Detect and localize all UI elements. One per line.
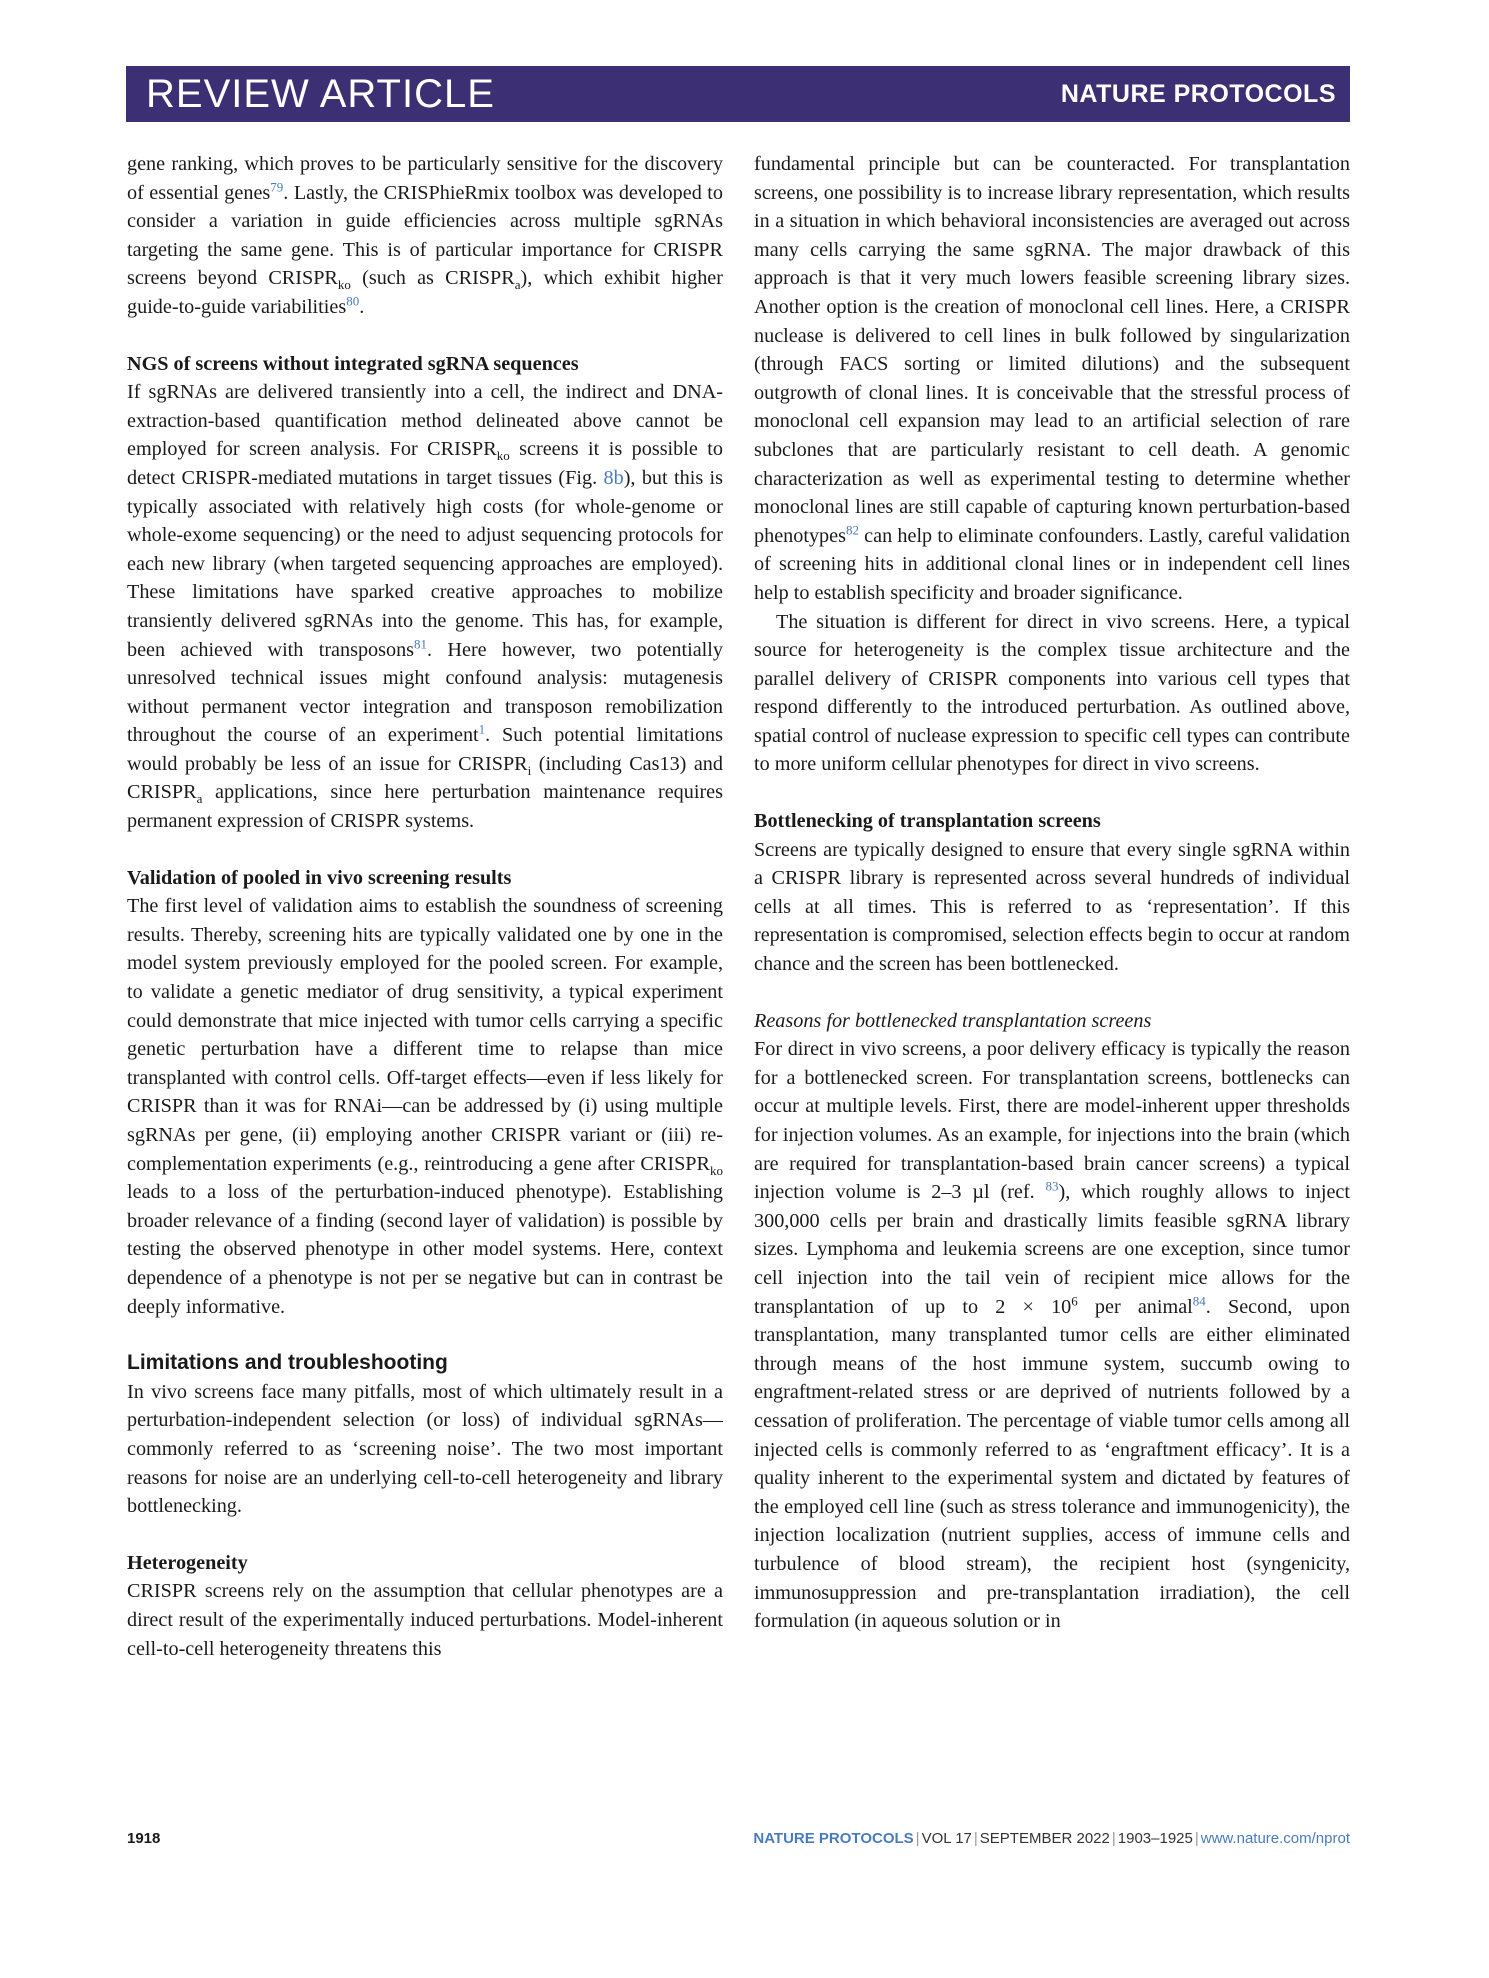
page-number: 1918 [127,1830,161,1847]
footer-journal: NATURE PROTOCOLS [753,1830,914,1847]
citation-link[interactable]: 79 [270,178,284,194]
paragraph: For direct in vivo screens, a poor delivery efficacy is typically the reason for a bottlenecked screen. For transplantation screens, bottlenecks can occur at multiple levels. First, there are model-inherent upper thresholds for injection volumes. As an example, for injections into the brain (which are required for transplantation-based brain cancer screens) a typical injection volume is 2–3 µl (ref. $^{83}$), which roughly allows to inject 300,000 cells per brain and drastically limits feasible sgRNA library sizes. Lymphoma and leukemia screens are one exception, since tumor cell injection into the tail vein of recipient mice allows for the transplantation of up to $2 \times 10^6$ per animal$^{84}$. Second, upon transplantation, many transplanted tumor cells are either eliminated through means of the host immune system, succumb owing to engraftment-related stress or are deprived of nutrients followed by a cessation of proliferation. The percentage of viable tumor cells among all injected cells is commonly referred to as ‘engraftment efficacy’. It is a quality inherent to the experimental system and dictated by features of the employed cell line (such as stress tolerance and immunogenicity), the injection localization (nutrient supplies, access of immune cells and turbulence of blood stream), the recipient host (syngenicity, immunosuppression and pre-transplantation irradiation), the cell formulation (in aqueous solution or in [754,1038,1350,1633]
section-heading: Heterogeneity [127,1551,248,1574]
citation-line: NATURE PROTOCOLS | VOL 17 | SEPTEMBER 2022 | 1903–1925 | www.nature.com/nprot [753,1830,1350,1847]
footer-date: SEPTEMBER 2022 [979,1830,1110,1847]
section-heading: Bottlenecking of transplantation screens [754,810,1101,833]
paragraph: CRISPR screens rely on the assumption that cellular phenotypes are a direct result of the experimentally induced perturbations. Model-inherent cell-to-cell heterogeneity threatens this [127,1580,723,1660]
citation-link[interactable]: 1 [478,721,486,737]
section-heading: Limitations and troubleshooting [127,1351,448,1375]
paragraph: In vivo screens face many pitfalls, most of which ultimately result in a perturbation-independent selection (or loss) of individual sgRNAs—commonly referred to as ‘screening noise’. The two most important reasons for noise are an underlying cell-to-cell heterogeneity and library bottlenecking. [127,1380,723,1518]
citation-link[interactable]: 84 [1192,1292,1206,1308]
citation-link[interactable]: 80 [346,293,360,309]
citation-link[interactable]: 81 [414,635,428,651]
paragraph: gene ranking, which proves to be particularly sensitive for the discovery of essential genes$^{79}$. Lastly, the CRISPhieRmix toolbox was developed to consider a variation in guide efficiencies across multiple sgRNAs targeting the same gene. This is of particular importance for CRISPR screens beyond $CRISPR_{ko}$ (such as $CRISPR_a$), which exhibit higher guide-to-guide variabilities$^{80}$. [127,153,723,318]
page-footer [127,1830,1350,1852]
footer-url-link[interactable]: www.nature.com/nprot [1200,1830,1350,1847]
journal-name: NATURE PROTOCOLS [1060,79,1336,108]
figure-link[interactable]: 8b [603,466,624,489]
left-column [127,150,723,1663]
right-column [754,150,1350,1636]
header-bar [126,66,1350,122]
paragraph: If sgRNAs are delivered transiently into a cell, the indirect and DNA-extraction-based quantification method delineated above cannot be employed for screen analysis. For $CRISPR_{ko}$ screens it is possible to detect CRISPR-mediated mutations in target tissues (Fig. 8b), but this is typically associated with relatively high costs (for whole-genome or whole-exome sequencing) or the need to adjust sequencing protocols for each new library (when targeted sequencing approaches are employed). These limitations have sparked creative approaches to mobilize transiently delivered sgRNAs into the genome. This has, for example, been achieved with transposons$^{81}$. Here however, two potentially unresolved technical issues might confound analysis: mutagenesis without permanent vector integration and transposon remobilization throughout the course of an experiment$^1$. Such potential limitations would probably be less of an issue for $CRISPR_i$ (including Cas13) and $CRISPR_a$ applications, since here perturbation maintenance requires permanent expression of CRISPR systems. [127,381,724,833]
paragraph: The first level of validation aims to establish the soundness of screening results. Thereby, screening hits are typically validated one by one in the model system previously employed for the pooled screen. For example, to validate a genetic mediator of drug sensitivity, a typical experiment could demonstrate that mice injected with tumor cells carrying a specific genetic perturbation have a different time to relapse than mice transplanted with control cells. Off-target effects—even if less likely for CRISPR than it was for RNAi—can be addressed by (i) using multiple sgRNAs per gene, (ii) employing another CRISPR variant or (iii) re-complementation experiments (e.g., reintroducing a gene after $CRISPR_{ko}$ leads to a loss of the perturbation-induced phenotype). Establishing broader relevance of a finding (second layer of validation) is possible by testing the observed phenotype in other model systems. Here, context dependence of a phenotype is not per se negative but can in contrast be deeply informative. [127,895,723,1318]
section-heading: NGS of screens without integrated sgRNA sequences [127,352,579,375]
citation-link[interactable]: 83 [1045,1178,1059,1194]
section-heading: Validation of pooled in vivo screening results [127,866,512,889]
paragraph: fundamental principle but can be counteracted. For transplantation screens, one possibility is to increase library representation, which results in a situation in which behavioral inconsistencies are averaged out across many cells carrying the same sgRNA. The major drawback of this approach is that it very much lowers feasible screening library sizes. Another option is the creation of monoclonal cell lines. Here, a CRISPR nuclease is delivered to cell lines in bulk followed by singularization (through FACS sorting or limited dilutions) and the subsequent outgrowth of clonal lines. It is conceivable that the stressful process of monoclonal cell expansion may lead to an artificial selection of rare subclones that are particularly resistant to cell death. A genomic characterization as well as experimental testing to determine whether monoclonal lines are still capable of capturing known perturbation-based phenotypes$^{82}$ can help to eliminate confounders. Lastly, careful validation of screening hits in additional clonal lines or in independent cell lines help to establish specificity and broader significance. [754,153,1350,604]
footer-pages: 1903–1925 [1117,1830,1193,1847]
subsection-heading: Reasons for bottlenecked transplantation screens [754,1009,1152,1032]
citation-link[interactable]: 82 [845,521,859,537]
section-label: REVIEW ARTICLE [146,71,495,116]
paragraph: Screens are typically designed to ensure that every single sgRNA within a CRISPR library is represented across several hundreds of individual cells at all times. This is referred to as ‘representation’. If this representation is compromised, selection effects begin to occur at random chance and the screen has been bottlenecked. [754,838,1350,976]
paragraph: The situation is different for direct in vivo screens. Here, a typical source for heterogeneity is the complex tissue architecture and the parallel delivery of CRISPR components into various cell types that respond differently to the introduced perturbation. As outlined above, spatial control of nuclease expression to specific cell types can contribute to more uniform cellular phenotypes for direct in vivo screens. [754,610,1350,776]
footer-volume: VOL 17 [921,1830,972,1847]
